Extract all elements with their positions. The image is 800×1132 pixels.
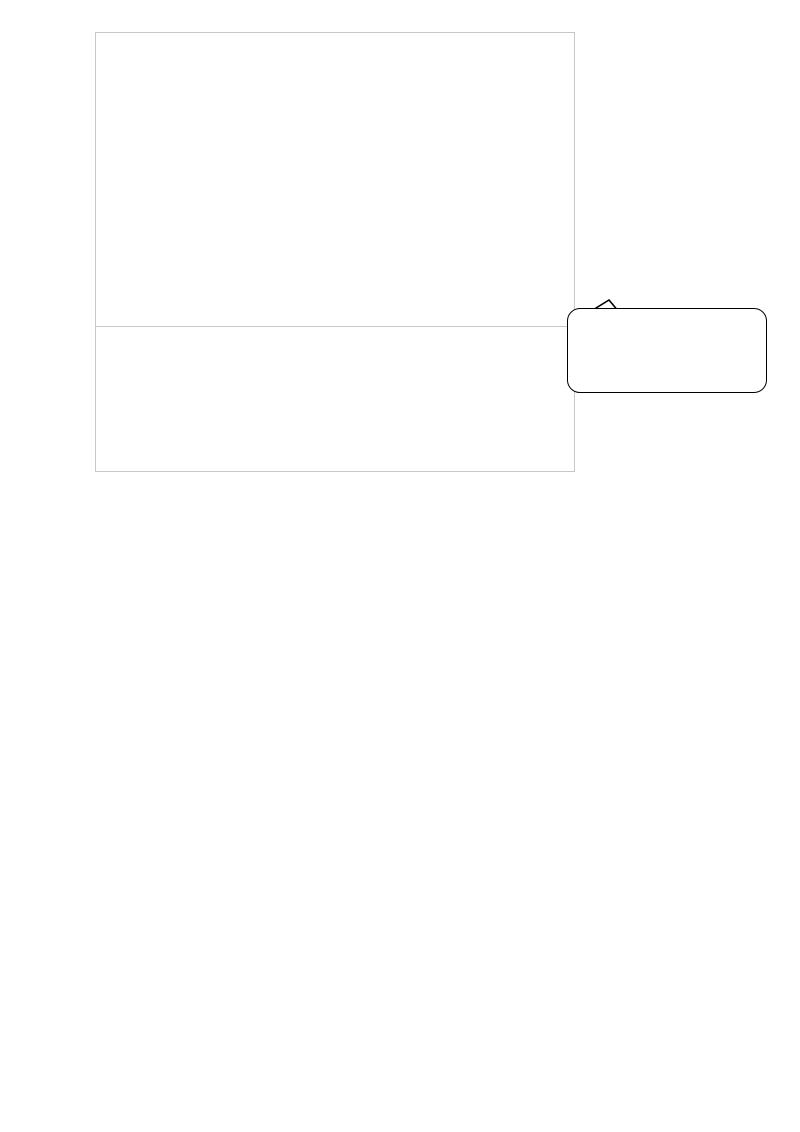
chart-bottom [96,238,576,473]
callout [567,298,767,393]
chart-block [95,32,575,472]
callout-text [567,308,767,393]
